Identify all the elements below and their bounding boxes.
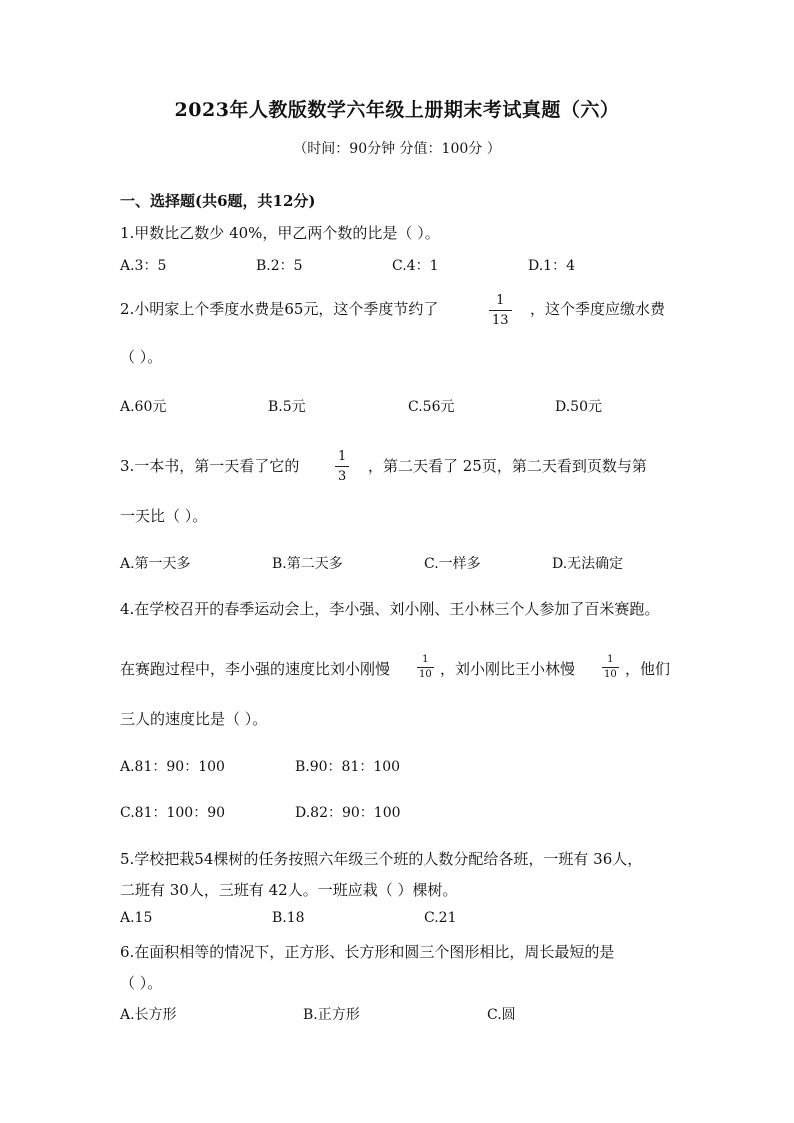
question-2-text-cont: ，这个季度应缴水费 xyxy=(530,300,666,318)
q4-fraction-2 xyxy=(602,655,619,680)
q1-option-d: D.1：4 xyxy=(528,258,575,274)
q1-option-b: B.2：5 xyxy=(256,258,303,274)
q2-option-a: A.60元 xyxy=(120,399,167,415)
q4-option-a: A.81：90：100 xyxy=(120,759,225,775)
q6-option-c: C.圆 xyxy=(487,1007,516,1023)
q1-option-a: A.3：5 xyxy=(120,258,167,274)
question-3-text-line2: 一天比（ ）。 xyxy=(120,507,208,525)
q2-fraction-denominator: 13 xyxy=(489,310,512,327)
question-4-text-line2-cont: ，刘小刚比王小林慢 xyxy=(440,660,576,678)
question-2-text: 2.小明家上个季度水费是65元，这个季度节约了 xyxy=(120,300,439,318)
exam-info: （时间：90分钟 分值：100分 ） xyxy=(293,141,501,157)
q5-option-b: B.18 xyxy=(272,910,305,926)
q4-option-b: B.90：81：100 xyxy=(295,759,401,775)
question-1-text: 1.甲数比乙数少 40%，甲乙两个数的比是（ ）。 xyxy=(120,224,440,242)
q1-option-c: C.4：1 xyxy=(392,258,439,274)
page-title: 2023年人教版数学六年级上册期末考试真题（六） xyxy=(174,99,620,121)
q4-fraction-1 xyxy=(417,655,434,680)
q3-option-a: A.第一天多 xyxy=(120,556,191,572)
q2-option-d: D.50元 xyxy=(555,399,602,415)
q3-option-d: D.无法确定 xyxy=(552,556,624,572)
question-3-text-cont: ，第二天看了 25页，第二天看到页数与第 xyxy=(368,457,647,475)
q4-option-d: D.82：90：100 xyxy=(295,805,401,821)
q6-option-b: B.正方形 xyxy=(303,1007,360,1023)
q4-fraction-2-denominator: 10 xyxy=(604,669,617,680)
q4-fraction-1-numerator: 1 xyxy=(422,654,429,665)
q4-fraction-2-numerator: 1 xyxy=(607,654,614,665)
q5-option-c: C.21 xyxy=(424,910,457,926)
q3-option-c: C.一样多 xyxy=(424,556,481,572)
question-4-text-line2: 在赛跑过程中，李小强的速度比刘小刚慢 xyxy=(120,660,391,678)
question-5-text: 5.学校把栽54棵树的任务按照六年级三个班的人数分配给各班，一班有 36人， xyxy=(120,850,643,868)
q3-fraction xyxy=(335,450,349,483)
question-4-text-line3: 三人的速度比是（ ）。 xyxy=(120,710,268,728)
q4-option-c: C.81：100：90 xyxy=(120,805,226,821)
question-2-blank: （ ）。 xyxy=(120,348,163,366)
q2-option-c: C.56元 xyxy=(408,399,455,415)
question-6-text-line2: （ ）。 xyxy=(120,974,163,992)
q2-fraction-numerator: 1 xyxy=(496,293,505,308)
question-6-text: 6.在面积相等的情况下，正方形、长方形和圆三个图形相比，周长最短的是 xyxy=(120,943,615,961)
q6-option-a: A.长方形 xyxy=(120,1007,177,1023)
q2-option-b: B.5元 xyxy=(268,399,306,415)
q3-fraction-denominator: 3 xyxy=(335,466,349,483)
q2-fraction xyxy=(489,294,512,327)
q4-fraction-1-denominator: 10 xyxy=(419,669,432,680)
section-heading: 一、选择题(共6题，共12分) xyxy=(120,192,316,210)
q3-option-b: B.第二天多 xyxy=(272,556,343,572)
q5-option-a: A.15 xyxy=(120,910,153,926)
q3-fraction-numerator: 1 xyxy=(338,449,347,464)
question-4-text-line2-end: ，他们 xyxy=(625,660,671,678)
question-5-text-line2: 二班有 30人，三班有 42人。一班应栽（ ）棵树。 xyxy=(120,881,458,899)
question-4-text: 4.在学校召开的春季运动会上，李小强、刘小刚、王小林三个人参加了百米赛跑。 xyxy=(120,600,660,618)
question-3-text: 3.一本书，第一天看了它的 xyxy=(120,457,300,475)
